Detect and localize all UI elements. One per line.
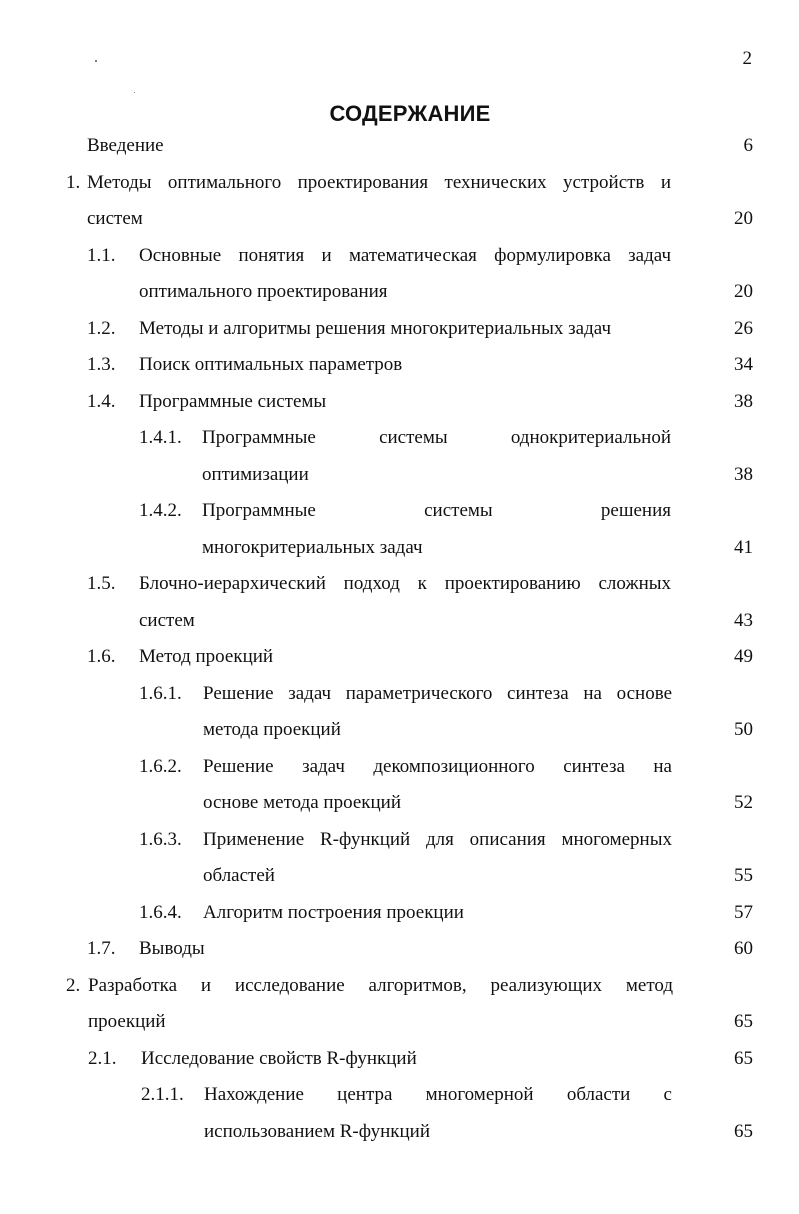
toc-entry-1-4-2[interactable] (0, 493, 799, 530)
toc-entry-text: оптимизации (202, 463, 309, 485)
page-number: 2 (742, 48, 752, 69)
toc-entry-text: Методы оптимального проектирования технических устройств и (87, 171, 671, 193)
toc-entry-1-2[interactable] (0, 311, 799, 348)
toc-entry-number: 1.7. (87, 938, 116, 959)
toc-entry-2-1-1[interactable] (0, 1077, 799, 1114)
toc-entry-page: 38 (734, 390, 753, 412)
toc-entry-1-5-cont[interactable] (0, 603, 799, 640)
toc-entry-text: Введение (87, 135, 164, 156)
toc-entry-chapter-1-cont[interactable] (0, 201, 799, 238)
toc-entry-1-6[interactable] (0, 639, 799, 676)
toc-entry-number: 2.1.1. (141, 1084, 184, 1105)
toc-entry-2-1-1-cont[interactable] (0, 1114, 799, 1151)
toc-entry-1-6-1-cont[interactable] (0, 712, 799, 749)
toc-entry-text: Нахождение центра многомерной области с (204, 1084, 672, 1105)
toc-entry-text: Программные системы (139, 390, 327, 412)
toc-entry-number: 1.6.4. (139, 901, 182, 923)
scan-speck (95, 60, 97, 62)
toc-entry-page: 6 (743, 135, 753, 156)
toc-entry-number: 1.3. (87, 354, 116, 375)
toc-entry-number: 1.5. (87, 573, 116, 594)
toc-entry-text: Программные системы однокритериальной (202, 427, 671, 448)
toc-entry-chapter-2[interactable] (0, 968, 799, 1005)
toc-entry-number: 1.4.1. (139, 427, 182, 448)
toc-entry-2-1[interactable] (0, 1041, 799, 1078)
toc-entry-chapter-1[interactable] (0, 165, 799, 202)
toc-entry-page: 52 (734, 792, 753, 813)
toc-entry-page: 65 (734, 1011, 753, 1032)
toc-entry-number: 2.1. (88, 1047, 117, 1069)
toc-entry-1-5[interactable] (0, 566, 799, 603)
toc-entry-number: 1. (66, 171, 81, 193)
toc-entry-text: Выводы (139, 938, 205, 959)
toc-entry-1-6-1[interactable] (0, 676, 799, 713)
toc-entry-page: 43 (734, 609, 753, 631)
toc-entry-number: 1.6.3. (139, 828, 182, 850)
toc-entry-page: 65 (734, 1047, 753, 1069)
toc-entry-1-4-2-cont[interactable] (0, 530, 799, 567)
toc-entry-1-3[interactable] (0, 347, 799, 384)
toc-entry-1-6-4[interactable] (0, 895, 799, 932)
toc-entry-text: Решение задач декомпозиционного синтеза на (203, 755, 672, 777)
toc-entry-page: 26 (734, 317, 753, 339)
toc-entry-number: 1.4. (87, 390, 116, 412)
toc-entry-number: 1.1. (87, 244, 116, 266)
toc-entry-text: Применение R-функций для описания многомерных (203, 828, 672, 850)
toc-entry-text: Основные понятия и математическая формулировка задач (139, 244, 671, 266)
toc-entry-page: 20 (734, 281, 753, 302)
toc-entry-text: Поиск оптимальных параметров (139, 354, 403, 375)
toc-entry-1-4-1[interactable] (0, 420, 799, 457)
toc-entry-text: многокритериальных задач (202, 536, 423, 558)
toc-entry-number: 2. (66, 974, 81, 996)
toc-entry-number: 1.6. (87, 646, 116, 667)
toc-entry-1-1[interactable] (0, 238, 799, 275)
toc-entry-1-6-2-cont[interactable] (0, 785, 799, 822)
toc-entry-chapter-2-cont[interactable] (0, 1004, 799, 1041)
toc-entry-text: областей (203, 865, 275, 886)
toc-entry-1-1-cont[interactable] (0, 274, 799, 311)
toc-entry-page: 41 (734, 536, 753, 558)
toc-entry-number: 1.4.2. (139, 500, 182, 521)
toc-entry-number: 1.2. (87, 317, 116, 339)
toc-entry-1-6-3[interactable] (0, 822, 799, 859)
toc-entry-text: Алгоритм построения проекции (203, 901, 464, 923)
toc-entry-1-6-2[interactable] (0, 749, 799, 786)
toc-entry-text: Блочно-иерархический подход к проектированию сложных (139, 573, 671, 594)
toc-entry-text: Решение задач параметрического синтеза на основе (203, 682, 672, 704)
toc-entry-text: Методы и алгоритмы решения многокритериальных задач (139, 317, 611, 339)
toc-entry-page: 20 (734, 208, 753, 229)
toc-entry-page: 65 (734, 1120, 753, 1142)
toc-entry-page: 38 (734, 463, 753, 485)
toc-entry-text: метода проекций (203, 719, 341, 740)
toc-entry-text: оптимального проектирования (139, 281, 388, 302)
toc-entry-text: Исследование свойств R-функций (141, 1047, 417, 1069)
toc-entry-page: 50 (734, 719, 753, 740)
toc-entry-text: Разработка и исследование алгоритмов, реализующих метод (88, 974, 673, 996)
table-of-contents (0, 128, 799, 1150)
toc-entry-text: систем (139, 609, 195, 631)
toc-entry-1-4[interactable] (0, 384, 799, 421)
scan-speck (134, 92, 135, 93)
toc-entry-1-4-1-cont[interactable] (0, 457, 799, 494)
toc-entry-text: проекций (88, 1011, 166, 1032)
toc-entry-1-6-3-cont[interactable] (0, 858, 799, 895)
toc-entry-page: 57 (734, 901, 753, 923)
toc-entry-1-7[interactable] (0, 931, 799, 968)
toc-entry-text: использованием R-функций (204, 1120, 430, 1142)
toc-entry-text: Программные системы решения (202, 500, 671, 521)
toc-entry-text: Метод проекций (139, 646, 274, 667)
toc-entry-number: 1.6.2. (139, 755, 182, 777)
toc-entry-intro[interactable] (0, 128, 799, 165)
toc-entry-page: 55 (734, 865, 753, 886)
toc-entry-page: 49 (734, 646, 753, 667)
toc-entry-page: 34 (734, 354, 753, 375)
page-title: СОДЕРЖАНИЕ (329, 101, 491, 126)
toc-entry-text: систем (87, 208, 143, 229)
toc-entry-text: основе метода проекций (203, 792, 401, 813)
toc-entry-number: 1.6.1. (139, 682, 182, 704)
toc-entry-page: 60 (734, 938, 753, 959)
